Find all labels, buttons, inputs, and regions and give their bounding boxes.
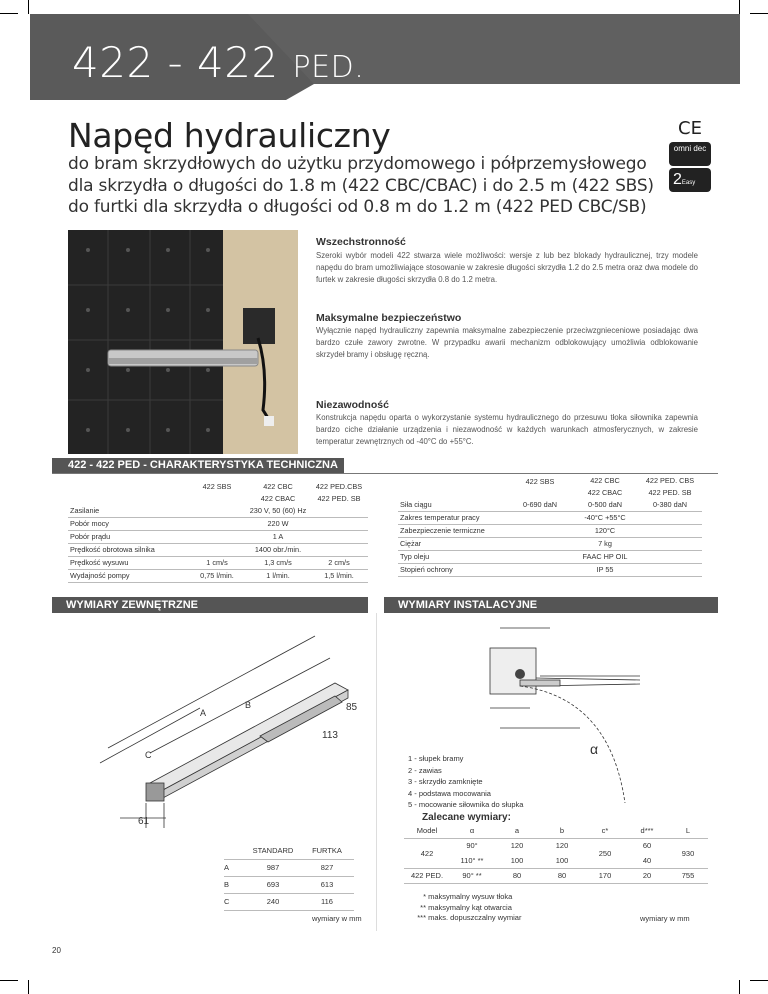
row-label: Stopień ochrony [398,563,508,576]
row-label: Prędkość obrotowa silnika [68,543,188,556]
cell-value: 250 [584,838,626,868]
actuator-drawing [80,628,370,838]
cell-value: 80 [494,868,540,883]
table-row [398,524,702,537]
page-title: 422 - 422 PED. [72,38,365,87]
column-header: 422 SBS [525,477,555,486]
cell-value: 1400 obr./min. [188,543,368,556]
column-header: c* [584,823,626,838]
column-header: a [494,823,540,838]
feature-title: Maksymalne bezpieczeństwo [316,312,462,324]
dim-label-c: C [145,750,152,760]
table-header-row [68,480,368,492]
footnote: * maksymalny wysuw tłoka [423,892,513,901]
ext-dims-title: WYMIARY ZEWNĘTRZNE [52,597,368,613]
recommended-dims-table [404,823,708,884]
cell-value: 0,75 l/min. [188,569,246,582]
table-row [68,517,368,530]
table-row [398,537,702,550]
alpha-label: α [590,741,599,757]
column-header: 422 PED. SB [317,493,361,503]
column-header: STANDARD [252,845,294,855]
column-header: 422 PED.CBS [315,481,363,491]
subtitle-line: do furtki dla skrzydła o długości od 0.8 m do 1.2 m (422 PED CBC/SB) [68,197,647,217]
cell-value: 0-690 daN [508,498,572,511]
legend-item: 4 - podstawa mocowania [408,788,491,798]
cell-value: 693 [246,876,300,893]
table-row [224,876,354,893]
row-label: Prędkość wysuwu [68,556,188,569]
dim-label-113: 113 [322,730,338,741]
row-label: Wydajność pompy [68,569,188,582]
cell-value: 1 A [188,530,368,543]
cell-value: 422 [404,838,450,868]
row-label: B [224,876,246,893]
cell-value: 930 [668,838,708,868]
feature-title: Wszechstronność [316,236,406,248]
omnidec-badge: omni dec [669,142,711,166]
table-row [68,569,368,582]
column-header: 422 CBAC [260,493,296,503]
ext-unit-note: wymiary w mm [312,914,362,923]
feature-text: Wyłącznie napęd hydrauliczny zapewnia maksymalne zabezpieczenie przeciwzgnieceniowe posiadając dwa bardzo czułe zawory zwrotne. W przypadku awarii mechanizm odblokowujący umożliwia odblokowanie skrzydeł bramy i obsługę ręczną. [316,326,698,359]
cell-value: 755 [668,868,708,883]
footnote: ** maksymalny kąt otwarcia [420,902,512,912]
ext-dims-table [224,842,354,911]
cell-value: 240 [246,893,300,910]
column-header: FURTKA [312,845,342,855]
column-header: α [450,823,494,838]
spec-table-left [68,480,368,583]
cell-value: 7 kg [508,537,702,550]
product-subtitle [68,154,678,219]
spec-section-title: 422 - 422 PED - CHARAKTERYSTYKA TECHNICZNA [52,458,344,473]
cell-value: 100 [494,853,540,868]
cell-value: 0-380 daN [638,498,702,511]
crop-mark [28,980,29,994]
row-label: A [224,859,246,876]
cell-value: 1 l/min. [246,569,310,582]
gate-photo-illustration [68,230,298,454]
column-header: 422 CBC [263,481,293,491]
footnote: *** maks. dopuszczalny wymiar [417,913,522,922]
dim-label-61: 61 [138,816,150,827]
column-header: b [540,823,584,838]
feature-title: Niezawodność [316,399,389,411]
product-photo [68,230,298,454]
crop-mark [739,980,740,994]
cell-value: 170 [584,868,626,883]
row-label: Zabezpieczenie termiczne [398,524,508,537]
table-header-row [398,486,702,498]
table-row [398,563,702,576]
row-label: Zakres temperatur pracy [398,511,508,524]
row-label: Pobór prądu [68,530,188,543]
cell-value: 1,5 l/min. [310,569,368,582]
cell-value: 60 [642,841,652,851]
page-number: 20 [52,946,61,955]
row-label: C [224,893,246,910]
column-header: 422 CBC [590,475,620,485]
column-header: 422 SBS [202,481,232,491]
table-row [224,893,354,910]
row-label: Siła ciągu [398,498,508,511]
table-header-row [68,492,368,504]
column-header: 422 PED. SB [648,487,692,497]
cell-value: 1,3 cm/s [246,556,310,569]
inst-dims-title: WYMIARY INSTALACYJNE [384,597,718,613]
table-row [68,530,368,543]
cell-value: 0-500 daN [572,498,638,511]
row-label: Ciężar [398,537,508,550]
cell-value: 40 [626,853,668,868]
cell-value: 613 [300,876,354,893]
cell-value: 90° [466,841,478,851]
cell-value: 110° ** [450,853,494,868]
table-row [398,498,702,511]
table-header-row [398,474,702,486]
cell-value: 230 V, 50 (60) Hz [188,504,368,517]
ce-badge: CE [669,118,711,140]
table-row [68,556,368,569]
cell-value: 987 [246,859,300,876]
table-header-row [224,842,354,859]
row-label: Pobór mocy [68,517,188,530]
dim-label-85: 85 [346,702,358,713]
table-row [404,868,708,883]
feature-text: Szeroki wybór modeli 422 stwarza wiele możliwości: wersje z lub bez blokady hydraulicznej, trzy modele napędu do bram umożliwiające stosowanie w zakresie długości skrzydła 1.2 do 2.5 metra oraz dwa modele do furtek w zakresie długości skrzydła 0.8 do 1.2 metra. [316,251,698,284]
table-row [404,838,708,853]
table-row [398,550,702,563]
column-header: Model [404,823,450,838]
easy-badge: 2Easy [669,168,711,192]
inst-unit-note: wymiary w mm [640,914,690,923]
legend-item: 2 - zawias [408,765,442,775]
cell-value: 422 PED. [404,868,450,883]
row-label: Typ oleju [398,550,508,563]
footnotes [410,892,521,924]
table-row [68,504,368,517]
cell-value: 2 cm/s [310,556,368,569]
table-row [398,511,702,524]
cell-value: 120°C [508,524,702,537]
cell-value: 80 [540,868,584,883]
spec-table-right [398,474,702,577]
cell-value: 827 [300,859,354,876]
column-header: d*** [626,823,668,838]
legend-item: 3 - skrzydło zamknięte [408,777,483,786]
subtitle-line: dla skrzydła o długości do 1.8 m (422 CBC/CBAC) i do 2.5 m (422 SBS) [68,175,654,196]
dim-label-a: A [200,708,207,718]
row-label: Zasilanie [68,504,188,517]
header-banner [0,0,768,100]
table-header-row [404,823,708,838]
installation-legend [408,753,523,811]
cell-value: 120 [510,841,524,851]
cell-value: 90° ** [450,868,494,883]
legend-item: 5 - mocowanie siłownika do słupka [408,800,524,809]
table-row [404,853,708,868]
cell-value: 1 cm/s [188,556,246,569]
cell-value: 220 W [188,517,368,530]
cell-value: IP 55 [508,563,702,576]
rec-title: Zalecane wymiary: [422,812,511,823]
column-header: 422 CBAC [587,487,623,497]
cell-value: 116 [300,893,354,910]
table-row [68,543,368,556]
column-header: 422 PED. CBS [645,475,695,485]
crop-mark [750,980,768,981]
hinge-icon [515,669,525,679]
divider [376,613,377,931]
cell-value: -40°C +55°C [508,511,702,524]
cell-value: 20 [626,868,668,883]
crop-mark [0,980,18,981]
legend-item: 1 - słupek bramy [408,754,464,763]
subtitle-line: do bram skrzydłowych do użytku przydomowego i półprzemysłowego [68,154,647,174]
table-row [224,859,354,876]
cell-value: 100 [540,853,584,868]
column-header: L [668,823,708,838]
product-title: Napęd hydrauliczny [68,116,391,155]
cell-value: FAAC HP OIL [508,550,702,563]
cell-value: 120 [555,841,569,851]
dim-label-b: B [245,700,252,710]
feature-text: Konstrukcja napędu oparta o wykorzystanie systemu hydraulicznego do przesuwu tłoka siłownika zapewnia bardzo ciche działanie urządzenia i niezawodność w każdych warunkach atmosferycznych, w zakresie temperatur zewnętrznych od -40°C do +55°C. [316,413,698,446]
